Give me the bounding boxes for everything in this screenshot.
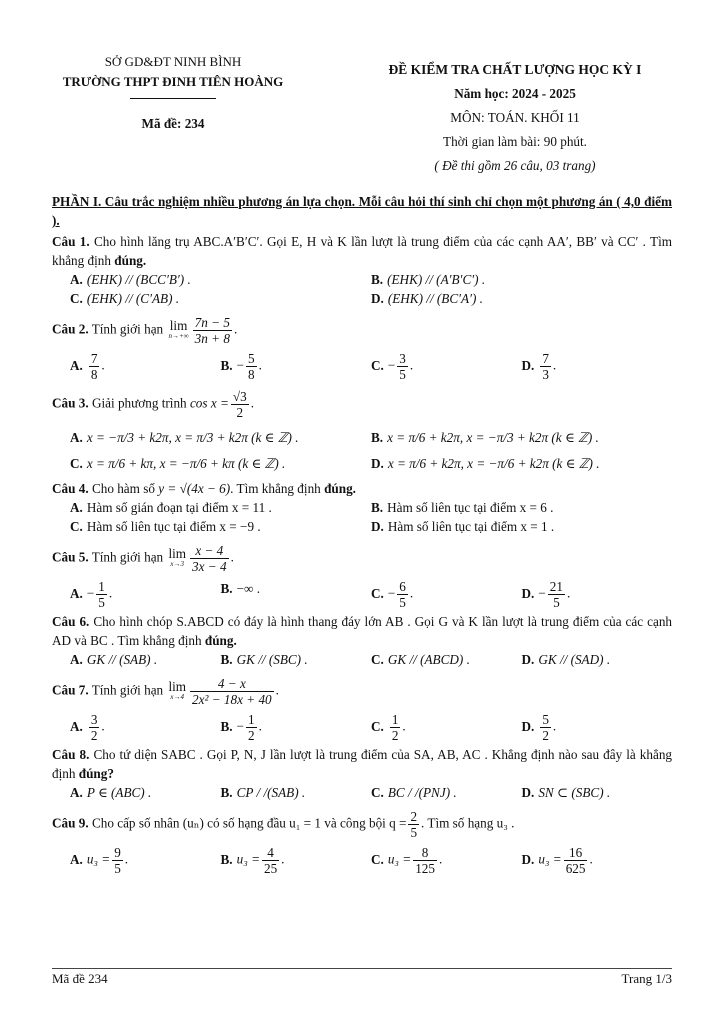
fraction: $\frac{7n - 5}{3n + 8}$ xyxy=(194,315,230,346)
option-c[interactable]: C. u₃ = $\frac{8}{125}$ . xyxy=(371,845,443,876)
q6-options xyxy=(52,650,672,669)
option-c[interactable]: C. BC / /(PNJ) . xyxy=(371,785,457,800)
q4-options xyxy=(52,498,672,536)
dept-name: SỞ GD&ĐT NINH BÌNH xyxy=(104,54,242,69)
question-2: Câu 2. Tính giới hạn lim n→+∞ $\frac{7n - 5}{3n + 8}$ . xyxy=(52,315,238,346)
q2-options xyxy=(52,351,672,382)
question-3: Câu 3. Giải phương trình cos x = $\frac{√3}{2}$ . xyxy=(52,389,255,420)
q1-options xyxy=(52,270,672,308)
header-rule xyxy=(130,98,216,99)
option-d[interactable]: D. − $\frac{21}{5}$ . xyxy=(521,579,571,610)
option-c[interactable]: C. (EHK) // (C′AB) . xyxy=(70,291,180,306)
option-d[interactable]: D. Hàm số liên tục tại điểm x = 1 . xyxy=(371,519,555,534)
option-c[interactable]: C. Hàm số liên tục tại điểm x = −9 . xyxy=(70,519,261,534)
option-b[interactable]: B. Hàm số liên tục tại điểm x = 6 . xyxy=(371,500,554,515)
q-emph: đúng. xyxy=(114,253,147,268)
option-b[interactable]: B. CP / /(SAB) . xyxy=(220,785,306,800)
exam-code: Mã đề: 234 xyxy=(141,116,205,131)
option-d[interactable]: D. u₃ = $\frac{16}{625}$ . xyxy=(521,845,593,876)
question-5: Câu 5. Tính giới hạn lim x→3 $\frac{x - 4}{3x - 4}$ . xyxy=(52,543,234,574)
option-b[interactable]: B. (EHK) // (A′B′C′) . xyxy=(371,272,486,287)
option-a[interactable]: A. u₃ = $\frac{9}{5}$ . xyxy=(70,845,129,876)
part-heading: PHẦN I. Câu trắc nghiệm nhiều phương án lựa chọn. Mỗi câu hỏi thí sinh chỉ chọn một phương án ( 4,0 điểm ). xyxy=(52,194,672,228)
subject: MÔN: TOÁN. KHỐI 11 xyxy=(450,110,580,125)
q3-options xyxy=(52,425,672,477)
question-7: Câu 7. Tính giới hạn lim x→4 $\frac{4 - x}{\text{2x² − 18x + 40}}$ . xyxy=(52,676,279,707)
q-text: Cho hình lăng trụ ABC.A′B′C′. Gọi E, H và K lần lượt là trung điểm của các cạnh AA′, BB′ và CC′ . Tìm khẳng định xyxy=(52,234,673,268)
option-b[interactable]: B. x = π/6 + k2π, x = −π/3 + k2π (k ∈ ℤ) . xyxy=(371,430,599,445)
option-a[interactable]: A. (EHK) // (BCC′B′) . xyxy=(70,272,191,287)
question-1 xyxy=(52,232,672,270)
option-a[interactable]: A. P ∈ (ABC) . xyxy=(70,785,152,800)
time-limit: Thời gian làm bài: 90 phút. xyxy=(443,134,587,149)
q7-options xyxy=(52,712,672,743)
option-b[interactable]: B. − $\frac{5}{8}$ . xyxy=(220,351,262,382)
question-8: Câu 8. Cho tứ diện SABC . Gọi P, N, J lần lượt là trung điểm của SA, AB, AC . Khẳng định nào sau đây là khẳng định đúng? xyxy=(52,747,673,781)
question-9: Câu 9. Cho cấp số nhân (uₙ) có số hạng đầu u₁ = 1 và công bội q = $\frac{2}{5}$ . Tìm số hạng u₃ . xyxy=(52,809,515,840)
option-b[interactable]: B. − $\frac{1}{2}$ . xyxy=(220,712,262,743)
option-a[interactable]: A. − $\frac{1}{5}$ . xyxy=(70,579,113,610)
exam-content xyxy=(52,192,672,876)
option-b[interactable]: B. u₃ = $\frac{4}{25}$ . xyxy=(220,845,285,876)
q-label: Câu 1. xyxy=(52,234,90,249)
page-number: Trang 1/3 xyxy=(621,971,672,986)
option-d[interactable]: D. SN ⊂ (SBC) . xyxy=(521,785,611,800)
exam-note: ( Đề thi gồm 26 câu, 03 trang) xyxy=(434,158,596,173)
footer-code: Mã đề 234 xyxy=(52,971,108,986)
header-right xyxy=(330,58,700,178)
option-c[interactable]: C. GK // (ABCD) . xyxy=(371,652,470,667)
option-d[interactable]: D. x = π/6 + k2π, x = −π/6 + k2π (k ∈ ℤ) . xyxy=(371,456,600,471)
option-d[interactable]: D. (EHK) // (BC′A′) . xyxy=(371,291,483,306)
option-a[interactable]: A. $\frac{7}{8}$ . xyxy=(70,351,105,382)
question-6: Câu 6. Cho hình chóp S.ABCD có đáy là hình thang đáy lớn AB . Gọi G và K lần lượt là trung điểm của các cạnh AD và BC . Tìm khẳng định đúng. xyxy=(52,614,673,648)
option-b[interactable]: B. GK // (SBC) . xyxy=(220,652,308,667)
option-d[interactable]: D. $\frac{7}{3}$ . xyxy=(521,351,557,382)
option-c[interactable]: C. − $\frac{3}{5}$ . xyxy=(371,351,414,382)
q5-options xyxy=(52,579,672,610)
question-4: Câu 4. Cho hàm số y = √(4x − 6). Tìm khẳng định đúng. xyxy=(52,481,356,496)
exam-title: ĐỀ KIỂM TRA CHẤT LƯỢNG HỌC KỲ I xyxy=(388,62,642,77)
school-name: TRƯỜNG THPT ĐINH TIÊN HOÀNG xyxy=(62,74,284,89)
option-a[interactable]: A. Hàm số gián đoạn tại điểm x = 11 . xyxy=(70,500,272,515)
page-footer xyxy=(52,968,672,987)
school-year: Năm học: 2024 - 2025 xyxy=(454,86,576,101)
header-left xyxy=(38,52,308,99)
option-c[interactable]: C. $\frac{1}{2}$ . xyxy=(371,712,406,743)
q8-options xyxy=(52,783,672,802)
option-d[interactable]: D. GK // (SAD) . xyxy=(521,652,611,667)
q9-options xyxy=(52,845,672,876)
option-c[interactable]: C. x = π/6 + kπ, x = −π/6 + kπ (k ∈ ℤ) . xyxy=(70,456,286,471)
option-d[interactable]: D. $\frac{5}{2}$ . xyxy=(521,712,557,743)
option-b[interactable]: B. −∞ . xyxy=(220,581,261,596)
option-a[interactable]: A. GK // (SAB) . xyxy=(70,652,158,667)
limit-symbol: lim n→+∞ xyxy=(168,317,189,340)
option-a[interactable]: A. $\frac{3}{2}$ . xyxy=(70,712,105,743)
option-a[interactable]: A. x = −π/3 + k2π, x = π/3 + k2π (k ∈ ℤ) . xyxy=(70,430,299,445)
option-c[interactable]: C. − $\frac{6}{5}$ . xyxy=(371,579,414,610)
